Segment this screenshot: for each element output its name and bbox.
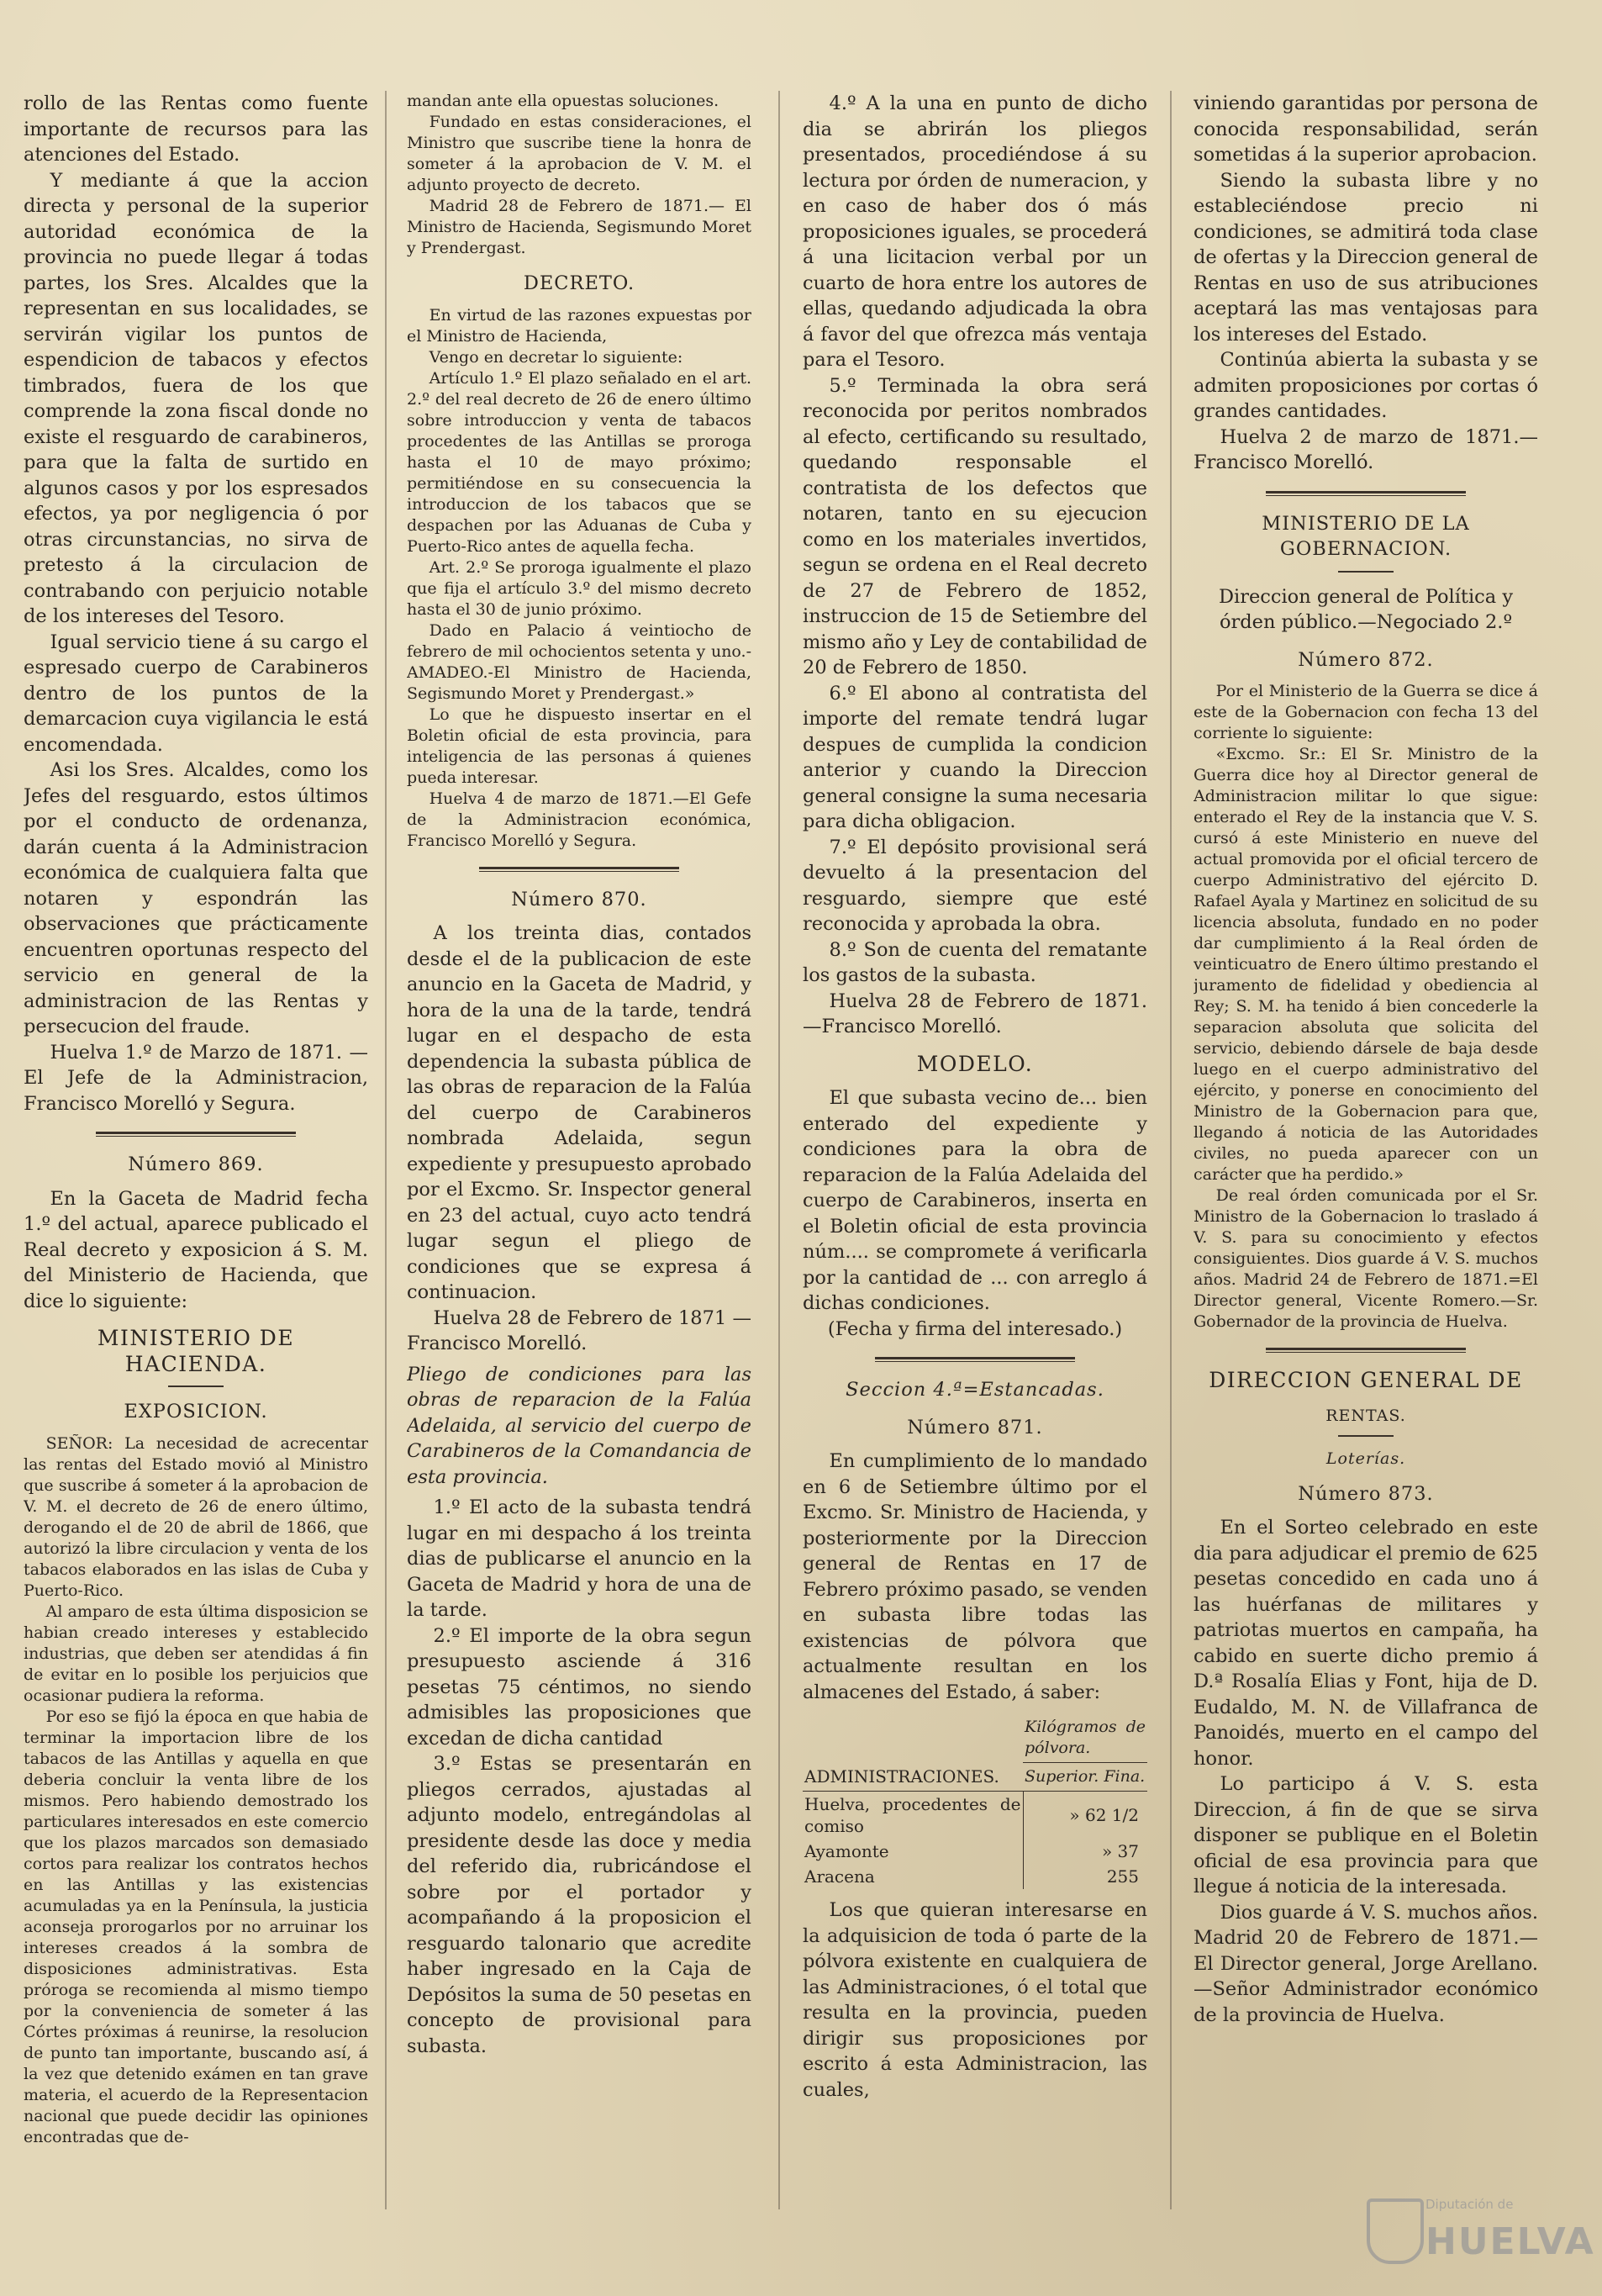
condition-item: 6.º El abono al contratista del importe del remate tendrá lugar despues de cumplida la condicion anterior y cuando la Direccion general consigne la suma necesaria para dicha obligacion. [803,682,1147,832]
section-heading: RENTAS. [1325,1406,1406,1425]
section-separator [1266,1348,1466,1353]
paragraph: Continúa abierta la subasta y se admiten proposiciones por cortas ó grandes cantidades. [1194,349,1538,422]
ministry-heading: MINISTERIO DE LA GOBERNACION. [1262,512,1470,560]
seal-icon [1367,2198,1424,2264]
paragraph: Igual servicio tiene á su cargo el espresado cuerpo de Carabineros dentro de los puntos de la demarcacion cuya vigilancia le está encomendada. [24,631,368,756]
watermark-text: Diputación de [1425,2197,1514,2212]
notice-number: Número 869. [128,1153,264,1175]
paragraph: Asi los Sres. Alcaldes, como los Jefes del resguardo, estos últimos por el conducto de ordenanza, darán cuenta á la Administracion económica de cualquiera falta que notaren y espondrán las observaciones que prácticamente encuentren oportunas respecto del servicio en general de la administracion de las Rentas y persecucion del fraude. [24,759,368,1037]
section-separator [875,1357,1075,1362]
condition-item: 8.º Son de cuenta del rematante los gastos de la subasta. [803,938,1147,986]
paragraph: (Fecha y firma del interesado.) [827,1317,1123,1340]
table-cell: 255 [1023,1864,1147,1889]
paragraph: De real órden comunicada por el Sr. Ministro de la Gobernacion lo traslado á V. S. para su conocimiento y efectos consiguientes. Dios guarde á V. S. muchos años. Madrid 24 de Febrero de 1871.=El Director general, Vicente Romero.—Sr. Gobernador de la provincia de Huelva. [1194,1186,1538,1331]
paragraph: SEÑOR: La necesidad de acrecentar las rentas del Estado movió al Ministro que suscribe á someter á la aprobacion de V. M. el decreto de 26 de enero último, derogando el de 20 de abril de 1866, que autorizó la libre circulacion y venta de los tabacos elaborados en las islas de Cuba y Puerto-Rico. [24,1433,368,1600]
subheading: Direccion general de Política y órden público.—Negociado 2.º [1218,585,1514,633]
short-rule [168,1386,224,1387]
section-separator [1266,491,1466,496]
condition-item: 3.º Estas se presentarán en pliegos cerrados, ajustadas al adjunto modelo, entregándolas al presidente desde las doce y media del referido dia, rubricándose el sobre por el portador y acompañando á la proposicion el resguardo talonario que acredite haber ingresado en la Caja de Depósitos la suma de 50 pesetas en concepto de provisional para subasta. [407,1753,751,2057]
short-rule [1338,571,1394,573]
signature-line: Huelva 28 de Febrero de 1871 —Francisco Morelló. [407,1306,751,1354]
table-cell: Huelva, procedentes de comiso [804,1794,1021,1836]
paragraph: «Excmo. Sr.: El Sr. Ministro de la Guerra dice hoy al Director general de Administracion militar lo que sigue: enterado el Rey de la instancia que V. S. cursó á este Ministerio en nueve del actual promovida por el oficial tercero de cuerpo Administrativo del ejército D. Rafael Ayala y Martinez en solicitud de su licencia absoluta, fundado en no poder dar cumplimiento á la Real órden de veinticuatro de Enero último prestando el juramento de fidelidad y obediencia al Rey; S. M. ha tenido á bien concederle la separacion absoluta que solicita del servicio, debiendo dársele de baja desde luego en el cuerpo administrativo del ejército, y ponerse en conocimiento del Ministro de la Gobernacion para que, llegando á noticia de las Autoridades civiles, no pueda aparecer con un carácter que ha perdido.» [1194,745,1538,1184]
watermark-text: HUELVA [1425,2220,1595,2263]
column-rule [385,91,387,2209]
condition-item: 5.º Terminada la obra será reconocida por peritos nombrados al efecto, certificando su resultado, quedando responsable el contratista de los defectos que notaren, tanto en su ejecucion como en los materiales invertidos, segun se ordena en el Real decreto de 27 de Febrero de 1852, instruccion de 15 de Setiembre del mismo año y Ley de contabilidad de 20 de Febrero de 1850. [803,374,1147,678]
paragraph: En la Gaceta de Madrid fecha 1.º del actual, aparece publicado el Real decreto y exposicion á S. M. del Ministerio de Hacienda, que dice lo siguiente: [24,1187,368,1312]
paragraph: Por eso se fijó la época en que habia de terminar la importacion libre de los tabacos de las Antillas y aquella en que deberia concluir la venta libre de los mismos. Pero habiendo demostrado los particulares interesados en este comercio que los plazos marcados son demasiado cortos para realizar los contratos hechos en las Antillas y las existencias acumuladas ya en la Península, la justicia aconseja prorogarlos por no arruinar los intereses creados á la sombra de disposiciones administrativas. Esta próroga se recomienda al mismo tiempo por la conveniencia de someter á las Córtes próximas á reunirse, la resolucion de punto tan importante, buscando así, á la vez que detenido exámen en tan grave materia, el acuerdo de la Representacion nacional que puede decidir las opiniones encontradas que de- [24,1707,368,2146]
signature-line: Huelva 2 de marzo de 1871.— Francisco Morelló. [1194,425,1538,473]
paragraph: Dado en Palacio á veintiocho de febrero de mil ochocientos setenta y uno.-AMADEO.-El Ministro de Hacienda, Segismundo Moret y Prendergast.» [407,620,751,703]
paragraph: Lo que he dispuesto insertar en el Boletin oficial de esta provincia, para inteligencia de las personas á quienes pueda interesar. [407,705,751,787]
paragraph: Y mediante á que la accion directa y personal de la superior autoridad económica de la provincia no puede llegar á todas partes, los Sres. Alcaldes que la representan en sus localidades, se servirán vigilar los puntos de espendicion de tabacos y efectos timbrados, fuera de los que comprende la zona fiscal donde no existe el resguardo de carabineros, para que la falta de surtido en algunos casos y por los espresados efectos, ya por negligencia ó por otras circunstancias, no sirva de pretesto á la circulacion de contrabando con perjuicio notable de los intereses del Tesoro. [24,169,368,627]
paragraph: Art. 2.º Se proroga igualmente el plazo que fija el artículo 3.º del mismo decreto hasta el 30 de junio próximo. [407,557,751,619]
table-row [803,1792,1147,1839]
paragraph: En el Sorteo celebrado en este dia para adjudicar el premio de 625 pesetas concedido en cada uno á las huérfanas de militares y patriotas muertos en campaña, ha cabido en suerte dicho premio á D.ª Rosalía Elias y Font, hija de D. Eudaldo, M. N. de Villafranca de Panoidés, muerto en el campo del honor. [1194,1517,1538,1770]
ministry-heading: MINISTERIO DE HACIENDA. [97,1326,295,1376]
paragraph: A los treinta dias, contados desde el de la publicacion de este anuncio en la Gaceta de Madrid, y hora de la una de la tarde, tendrá lugar en el despacho de esta dependencia la subasta pública de las obras de reparacion de la Falúa del cuerpo de Carabineros nombrada Adelaida, segun expediente y presupuesto aprobado por el Excmo. Sr. Inspector general en 23 del actual, cuyo acto tendrá lugar segun el pliego de condiciones que se expresa á continuacion. [407,922,751,1303]
table-cell: » 62 1/2 [1023,1792,1147,1839]
column-1 [24,91,368,2243]
table-cell: Aracena [804,1866,875,1887]
table-header: ADMINISTRACIONES. [803,1713,1023,1792]
table-header: Kilógramos de pólvora. [1023,1713,1147,1763]
section-heading: DIRECCION GENERAL DE [1209,1368,1523,1392]
column-2 [407,91,751,2243]
section-separator [96,1132,296,1137]
column-4 [1194,91,1538,2243]
condition-item: 7.º El depósito provisional será devuelto á la presentacion del resguardo, siempre que esté reconocida y aprobada la obra. [803,836,1147,935]
short-rule [1338,1435,1394,1437]
paragraph: rollo de las Rentas como fuente importante de recursos para las atenciones del Estado. [24,92,368,166]
notice-number: Número 870. [511,888,647,910]
paragraph: El que subasta vecino de... bien enterado del expediente y condiciones para la obra de reparacion de la Falúa Adelaida del cuerpo de Carabineros, inserta en el Boletin oficial de esta provincia núm.... se compromete á verificarla por la cantidad de ... con arreglo á dichas condiciones. [803,1087,1147,1314]
paragraph: En virtud de las razones expuestas por el Ministro de Hacienda, [407,305,751,346]
paragraph: Siendo la subasta libre y no estableciéndose precio ni condiciones, se admitirá toda clase de ofertas y la Direccion general de Rentas en uso de sus atribuciones aceptará las mas ventajosas para los intereses del Estado. [1194,169,1538,346]
paragraph: En cumplimiento de lo mandado en 6 de Setiembre último por el Excmo. Sr. Ministro de Hacienda, y posteriormente por la Direccion general de Rentas en 17 de Febrero próximo pasado, se venden en subasta libre todas las existencias de pólvora que actualmente resultan en los almacenes del Estado, á saber: [803,1450,1147,1703]
section-separator [479,867,679,872]
notice-number: Número 873. [1298,1482,1434,1505]
section-heading: Seccion 4.ª=Estancadas. [846,1379,1104,1401]
column-rule [1170,91,1172,2209]
signature-line: Madrid 28 de Febrero de 1871.— El Ministro de Hacienda, Segismundo Moret y Prendergast. [407,197,751,257]
column-rule [778,91,780,2209]
paragraph: Vengo en decretar lo siguiente: [429,347,683,367]
paragraph: Dios guarde á V. S. muchos años. Madrid 20 de Febrero de 1871.— El Director general, Jorge Arellano.—Señor Administrador económico de la provincia de Huelva. [1194,1901,1538,2026]
section-heading: DECRETO. [523,272,635,294]
notice-number: Número 872. [1298,648,1434,671]
paragraph: Al amparo de esta última disposicion se habian creado intereses y establecido industrias, que deben ser atendidas á fin de evitar en lo posible los perjuicios que ocasionar pudiera la reforma. [24,1602,368,1705]
notice-number: Número 871. [907,1416,1043,1438]
table-row [803,1839,1147,1864]
table-cell: » 37 [1023,1839,1147,1864]
gunpowder-table [803,1713,1147,1889]
archive-watermark [1367,2190,1595,2266]
signature-line: Huelva 28 de Febrero de 1871. —Francisco Morelló. [803,990,1147,1037]
paragraph: mandan ante ella opuestas soluciones. [407,92,719,110]
signature-line: Huelva 1.º de Marzo de 1871. —El Jefe de la Administracion, Francisco Morelló y Segura. [24,1041,368,1115]
table-header: Superior. Fina. [1023,1763,1147,1792]
table-row [803,1864,1147,1889]
paragraph: Por el Ministerio de la Guerra se dice á este de la Gobernacion con fecha 13 del corriente lo siguiente: [1194,682,1538,742]
column-3 [803,91,1147,2243]
table-cell: Ayamonte [804,1841,889,1861]
paragraph: Fundado en estas consideraciones, el Ministro que suscribe tiene la honra de someter á la aprobacion de V. M. el adjunto proyecto de decreto. [407,113,751,194]
paragraph: Artículo 1.º El plazo señalado en el art. 2.º del real decreto de 26 de enero último sobre introduccion y venta de tabacos procedentes de las Antillas se proroga hasta el 10 de mayo próximo; permitiéndose en su consecuencia la introduccion de los tabacos que se despachen por las Aduanas de Cuba y Puerto-Rico antes de aquella fecha. [407,368,751,556]
section-heading: MODELO. [916,1051,1034,1076]
signature-line: Huelva 4 de marzo de 1871.—El Gefe de la Administracion económica, Francisco Morelló y Segura. [407,789,751,850]
paragraph: Los que quieran interesarse en la adquisicion de toda ó parte de la pólvora existente en cualquiera de las Administraciones, ó el total que resulta en la provincia, pueden dirigir sus proposiciones por escrito á esta Administracion, las cuales, [803,1899,1147,2101]
conditions-title: Pliego de condiciones para las obras de reparacion de la Falúa Adelaida, al servicio del cuerpo de Carabineros de la Comandancia de esta provincia. [407,1363,751,1488]
section-heading: EXPOSICION. [124,1401,268,1422]
paragraph: Lo participo á V. S. esta Direccion, á fin de que se sirva disponer se publique en el Boletin oficial de esa provincia para que llegue á noticia de la interesada. [1194,1773,1538,1897]
paragraph: viniendo garantidas por persona de conocida responsabilidad, serán sometidas á la superior aprobacion. [1194,92,1538,166]
subheading: Loterías. [1325,1449,1406,1468]
condition-item: 1.º El acto de la subasta tendrá lugar en mi despacho á los treinta dias de publicarse el anuncio en la Gaceta de Madrid y hora de una de la tarde. [407,1496,751,1621]
condition-item: 2.º El importe de la obra segun presupuesto asciende á 316 pesetas 75 céntimos, no siendo admisibles las proposiciones que excedan de dicha cantidad [407,1624,751,1750]
condition-item: 4.º A la una en punto de dicho dia se abrirán los pliegos presentados, procediéndose á su lectura por órden de numeracion, y en caso de haber dos ó más proposiciones iguales, se procederá á una licitacion verbal por un cuarto de hora entre los autores de ellas, quedando adjudicada la obra á favor del que ofrezca más ventaja para el Tesoro. [803,92,1147,371]
